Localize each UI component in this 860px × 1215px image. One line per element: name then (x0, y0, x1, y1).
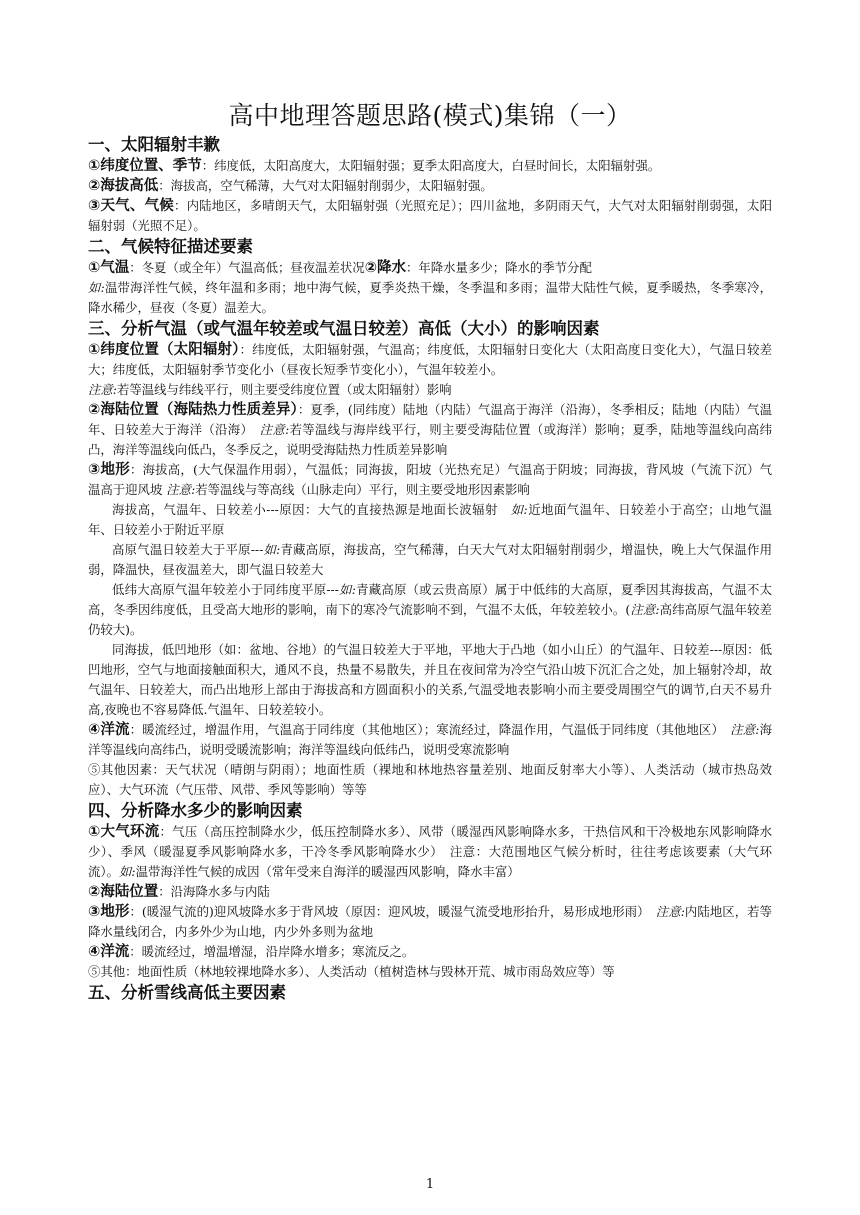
paragraph (88, 156, 772, 176)
paragraph (88, 962, 772, 982)
paragraph (88, 380, 772, 400)
paragraph-text: 青藏高原，海拔高，空气稀薄，白天大气对太阳辐射削弱少，增温快，晚上大气保温作用弱，降温快，昼夜温差大，即气温日较差大 (88, 542, 773, 577)
paragraph-text: ⑤其他因素：天气状况（晴朗与阴雨）；地面性质（裸地和林地热容量差别、地面反射率大小等）、人类活动（城市热岛效应）、大气环流（气压带、风带、季风等影响）等等 (88, 762, 772, 797)
paragraph-text: ：夏季，(同纬度）陆地（内陆）气温高于海洋（沿海），冬季相反；陆地（内陆）气温年、日较差大于海洋（沿海） (88, 402, 773, 437)
paragraph-text: ：气压（高压控制降水少，低压控制降水多）、风带（暖湿西风影响降水多，干热信风和干冷极地东风影响降水少）、季风（暖湿夏季风影响降水多，干冷冬季风影响降水少） 注意：大范围地区气候分析时，往往考虑该要素（大气环流）。 (88, 824, 772, 879)
factor-label: ①纬度位置（太阳辐射） (88, 342, 240, 358)
note-marker: 注意: (88, 382, 117, 397)
paragraph-text: ：纬度低，太阳高度大，太阳辐射强；夏季太阳高度大，白昼时间长，太阳辐射强。 (201, 158, 661, 173)
paragraph-text: 内陆地区，若等降水量线闭合，内多外少为山地，内少外多则为盆地 (88, 904, 773, 939)
note-marker: 注意: (655, 904, 685, 919)
paragraph-text: 若等温线与等高线（山脉走向）平行，则主要受地形因素影响 (195, 482, 530, 497)
factor-label: ①大气环流 (88, 824, 160, 840)
paragraph-text: 高纬高原气温年较差仍较大)。 (88, 602, 772, 637)
paragraph-text: ：纬度低，太阳辐射强，气温高；纬度低，太阳辐射日变化大（太阳高度日变化大），气温日较差大；纬度低，太阳辐射季节变化小（昼夜长短季节变化小），气温年较差小。 (88, 342, 772, 377)
paragraph (88, 196, 772, 236)
section-heading-2: 二、气候特征描述要素 (88, 237, 253, 256)
paragraph (88, 882, 772, 902)
paragraph (88, 400, 772, 460)
paragraph (88, 822, 772, 882)
paragraph-text: 海拔高，气温年、日较差小---原因：大气的直接热源是地面长波辐射 (112, 502, 511, 517)
factor-label: ③天气、气候 (88, 198, 174, 214)
section-heading-1: 一、太阳辐射丰歉 (88, 135, 220, 154)
paragraph-text: 同海拔，低凹地形（如：盆地、谷地）的气温日较差大于平地，平地大于凸地（如小山丘）的气温年、日较差---原因：低凹地形，空气与地面接触面积大，通风不良，热量不易散失，并且在夜间常为冷空气沿山坡下沉汇合之处，加上辐射冷却，故气温年、日较差大，而凸出地形上部由于海拔高和方圆面积小的关系,气温受地表影响小而主要受周围空气的调节,白天不易升高,夜晚也不容易降低.气温年、日较差较小。 (88, 642, 772, 717)
paragraph-text: 海洋等温线向高纬凸，说明受暖流影响；海洋等温线向低纬凸，说明受寒流影响 (88, 722, 772, 757)
factor-label: ④洋流 (88, 944, 130, 960)
example-marker: 如: (118, 864, 136, 879)
paragraph-text: 高原气温日较差大于平原--- (112, 542, 264, 557)
paragraph-text: 若等温线与海岸线平行，则主要受海陆位置（或海洋）影响；夏季，陆地等温线向高纬凸，海洋等温线向低凸，冬季反之，说明受海陆热力性质差异影响 (88, 422, 772, 457)
paragraph-text: ：海拔高，空气稀薄，大气对太阳辐射削弱少，太阳辐射强。 (158, 178, 493, 193)
example-marker: 如: (338, 582, 356, 597)
factor-label: ②海陆位置（海陆热力性质差异） (88, 402, 298, 418)
paragraph (88, 902, 772, 942)
section-heading-5: 五、分析雪线高低主要因素 (88, 983, 286, 1002)
paragraph-text: ：暖流经过，增温增湿，沿岸降水增多；寒流反之。 (129, 944, 415, 959)
example-marker: 如: (263, 542, 281, 557)
note-marker: 注意: (166, 482, 196, 497)
paragraph-text: ：暖流经过，增温作用，气温高于同纬度（其他地区）；寒流经过，降温作用，气温低于同纬度（其他地区） (129, 722, 731, 737)
paragraph (88, 258, 772, 278)
paragraph-text: 若等温线与纬线平行，则主要受纬度位置（或太阳辐射）影响 (116, 382, 452, 397)
paragraph (88, 580, 772, 640)
paragraph (88, 340, 772, 380)
paragraph-text: ⑤其他：地面性质（林地较裸地降水多）、人类活动（植树造林与毁林开荒、城市雨岛效应等）等 (88, 964, 615, 979)
example-marker: 如: (510, 502, 528, 517)
paragraph (88, 278, 772, 318)
paragraph-text: 温带海洋性气候的成因（常年受来自海洋的暖湿西风影响，降水丰富） (135, 864, 520, 879)
paragraph (88, 540, 772, 580)
paragraph (88, 176, 772, 196)
paragraph (88, 640, 772, 720)
paragraph-text: 低纬大高原气温年较差小于同纬度平原--- (112, 582, 339, 597)
factor-label: ③地形 (88, 462, 130, 478)
paragraph-text: 近地面气温年、日较差小于高空；山地气温年、日较差小于附近平原 (88, 502, 772, 537)
example-marker: 如: (88, 280, 105, 295)
note-marker: 注意: (630, 602, 660, 617)
paragraph-text: ：海拔高，(大气保温作用弱），气温低；同海拔，阳坡（光热充足）气温高于阴坡；同海拔，背风坡（气流下沉）气温高于迎风坡 (88, 462, 772, 497)
document-page (88, 96, 772, 1004)
factor-label: ②海拔高低 (88, 178, 159, 194)
paragraph (88, 720, 772, 760)
factor-label: ②降水 (364, 260, 406, 276)
paragraph-text: ：(暖湿气流的)迎风坡降水多于背风坡（原因：迎风坡，暖湿气流受地形抬升，易形成地形雨） (129, 904, 656, 919)
factor-label: ①气温 (88, 260, 130, 276)
factor-label: ①纬度位置、季节 (88, 158, 202, 174)
paragraph (88, 942, 772, 962)
document-title: 高中地理答题思路(模式)集锦（一） (228, 101, 632, 130)
paragraph (88, 760, 772, 800)
paragraph-text: ：冬夏（或全年）气温高低；昼夜温差状况 (129, 260, 365, 275)
paragraph (88, 460, 772, 500)
section-heading-4: 四、分析降水多少的影响因素 (88, 801, 303, 820)
paragraph-text: ：内陆地区，多晴朗天气，太阳辐射强（光照充足）；四川盆地，多阴雨天气，大气对太阳辐射削弱强，太阳辐射弱（光照不足）。 (88, 198, 772, 233)
paragraph (88, 500, 772, 540)
paragraph-text: 青藏高原（或云贵高原）属于中低纬的大高原，夏季因其海拔高，气温不太高，冬季因纬度低，且受高大地形的影响，南下的寒冷气流影响不到，气温不太低，年较差较小。( (88, 582, 773, 617)
page-number: 1 (425, 1177, 435, 1192)
factor-label: ④洋流 (88, 722, 130, 738)
section-heading-3: 三、分析气温（或气温年较差或气温日较差）高低（大小）的影响因素 (88, 319, 600, 338)
paragraph-text: ：年降水量多少；降水的季节分配 (405, 260, 592, 275)
paragraph-text: 温带海洋性气候，终年温和多雨；地中海气候，夏季炎热干燥，冬季温和多雨；温带大陆性气候，夏季暖热，冬季寒冷，降水稀少，昼夜（冬夏）温差大。 (88, 280, 772, 315)
factor-label: ②海陆位置 (88, 884, 159, 900)
paragraph-text: ：沿海降水多与内陆 (158, 884, 270, 899)
factor-label: ③地形 (88, 904, 130, 920)
note-marker: 注意: (730, 722, 760, 737)
note-marker: 注意: (259, 422, 290, 437)
